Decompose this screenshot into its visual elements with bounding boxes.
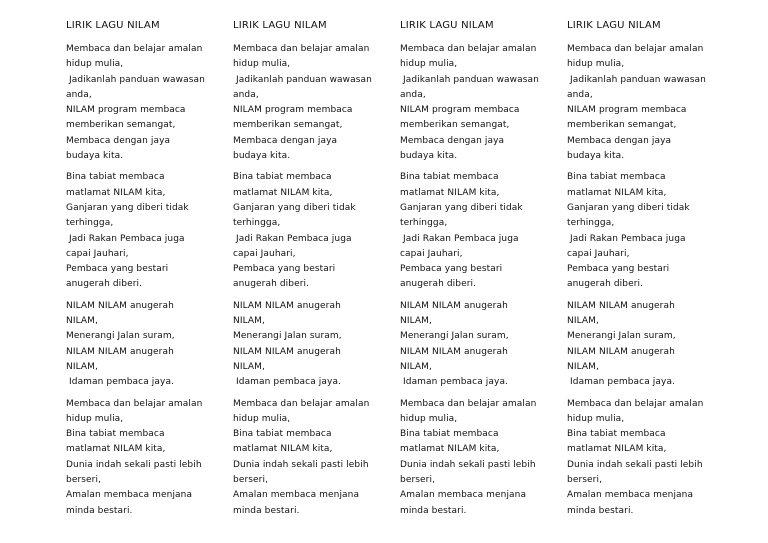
lyric-line: anda, (400, 89, 426, 100)
lyrics-title: LIRIK LAGU NILAM (233, 20, 327, 31)
stanza-3 (233, 299, 393, 391)
lyric-line: Membaca dan belajar amalan (233, 398, 370, 409)
lyric-line: matlamat NILAM kita, (400, 444, 500, 455)
stanza-2 (66, 170, 226, 292)
lyric-line: Dunia indah sekali pasti lebih (233, 459, 369, 470)
lyric-line: NILAM, (233, 316, 265, 327)
lyric-line: matlamat NILAM kita, (233, 444, 333, 455)
lyric-line: terhingga, (400, 218, 448, 229)
lyric-line: Jadi Rakan Pembaca juga (236, 233, 352, 244)
lyric-line: matlamat NILAM kita, (233, 187, 333, 198)
lyric-line: Pembaca yang bestari (400, 264, 503, 275)
lyric-line: Menerangi Jalan suram, (400, 331, 509, 342)
lyric-line: Idaman pembaca jaya. (570, 377, 676, 388)
lyric-line: Membaca dengan jaya (400, 135, 505, 146)
lyric-line: anugerah diberi. (66, 279, 143, 290)
lyric-line: capai Jauhari, (567, 248, 630, 259)
lyric-line: Menerangi Jalan suram, (567, 331, 676, 342)
lyric-line: Amalan membaca menjana (567, 490, 694, 501)
lyrics-column-2 (233, 18, 393, 525)
lyric-line: Jadikanlah panduan wawasan (236, 74, 372, 85)
lyric-line: NILAM program membaca (400, 105, 520, 116)
lyric-line: Idaman pembaca jaya. (236, 377, 342, 388)
lyric-line: matlamat NILAM kita, (400, 187, 500, 198)
lyric-line: NILAM program membaca (66, 105, 186, 116)
stanza-4 (567, 397, 727, 519)
stanza-3 (66, 299, 226, 391)
lyric-line: Jadi Rakan Pembaca juga (403, 233, 519, 244)
lyric-line: anda, (66, 89, 92, 100)
lyric-line: Bina tabiat membaca (400, 429, 499, 440)
lyric-line: Menerangi Jalan suram, (233, 331, 342, 342)
lyric-line: memberikan semangat, (400, 120, 510, 131)
lyric-line: minda bestari. (400, 505, 467, 516)
stanza-4 (66, 397, 226, 519)
lyric-line: memberikan semangat, (567, 120, 677, 131)
lyric-line: Membaca dan belajar amalan (233, 44, 370, 54)
lyric-line: Amalan membaca menjana (66, 490, 193, 501)
stanza-4 (400, 397, 560, 519)
stanza-1 (233, 42, 393, 164)
lyrics-title: LIRIK LAGU NILAM (567, 20, 661, 31)
lyric-line: NILAM NILAM anugerah (567, 346, 675, 357)
lyric-line: NILAM NILAM anugerah (66, 300, 174, 311)
lyric-line: Bina tabiat membaca (66, 429, 165, 440)
lyric-line: Ganjaran yang diberi tidak (567, 202, 690, 213)
lyric-line: anda, (567, 89, 593, 100)
lyric-line: Membaca dan belajar amalan (66, 398, 203, 409)
lyric-line: Pembaca yang bestari (66, 264, 169, 275)
lyric-line: Amalan membaca menjana (400, 490, 527, 501)
lyric-line: memberikan semangat, (66, 120, 176, 131)
stanza-3 (400, 299, 560, 391)
lyric-line: NILAM NILAM anugerah (66, 346, 174, 357)
lyric-line: berseri, (567, 475, 603, 486)
lyric-line: NILAM program membaca (233, 105, 353, 116)
lyric-line: capai Jauhari, (66, 248, 129, 259)
lyric-line: berseri, (66, 475, 102, 486)
lyric-line: NILAM, (567, 316, 599, 327)
lyric-line: matlamat NILAM kita, (66, 187, 166, 198)
lyric-line: Dunia indah sekali pasti lebih (567, 459, 703, 470)
lyric-line: Amalan membaca menjana (233, 490, 360, 501)
lyric-line: matlamat NILAM kita, (567, 444, 667, 455)
lyric-line: terhingga, (66, 218, 114, 229)
lyric-line: minda bestari. (66, 505, 133, 516)
lyric-line: hidup mulia, (233, 59, 291, 70)
lyrics-column-3 (400, 18, 560, 525)
lyric-line: Jadikanlah panduan wawasan (69, 74, 205, 85)
lyric-line: capai Jauhari, (233, 248, 296, 259)
lyric-line: budaya kita. (400, 151, 458, 162)
lyric-line: Jadi Rakan Pembaca juga (69, 233, 185, 244)
lyric-line: Bina tabiat membaca (567, 172, 666, 183)
lyric-line: Ganjaran yang diberi tidak (400, 202, 523, 213)
lyric-line: matlamat NILAM kita, (66, 444, 166, 455)
lyric-line: NILAM program membaca (567, 105, 687, 116)
lyric-line: Idaman pembaca jaya. (403, 377, 509, 388)
lyric-line: anugerah diberi. (400, 279, 477, 290)
lyric-line: Membaca dengan jaya (567, 135, 672, 146)
lyric-line: Membaca dengan jaya (66, 135, 171, 146)
lyric-line: Pembaca yang bestari (567, 264, 670, 275)
lyric-line: Bina tabiat membaca (567, 429, 666, 440)
lyric-line: Bina tabiat membaca (233, 172, 332, 183)
lyric-line: Membaca dengan jaya (233, 135, 338, 146)
lyric-line: NILAM, (567, 361, 599, 372)
lyric-line: Membaca dan belajar amalan (400, 44, 537, 54)
lyric-line: Jadi Rakan Pembaca juga (570, 233, 686, 244)
lyric-line: hidup mulia, (66, 59, 124, 70)
lyric-line: hidup mulia, (567, 413, 625, 424)
lyric-line: budaya kita. (66, 151, 124, 162)
lyric-line: hidup mulia, (567, 59, 625, 70)
lyric-line: hidup mulia, (66, 413, 124, 424)
lyric-line: Ganjaran yang diberi tidak (233, 202, 356, 213)
lyric-line: Pembaca yang bestari (233, 264, 336, 275)
lyric-line: hidup mulia, (400, 59, 458, 70)
lyric-line: terhingga, (233, 218, 281, 229)
lyric-line: Menerangi Jalan suram, (66, 331, 175, 342)
lyric-line: budaya kita. (567, 151, 625, 162)
lyric-line: NILAM NILAM anugerah (233, 300, 341, 311)
lyric-line: berseri, (233, 475, 269, 486)
lyric-line: minda bestari. (567, 505, 634, 516)
lyric-line: Membaca dan belajar amalan (567, 44, 704, 54)
lyrics-column-4 (567, 18, 727, 525)
stanza-2 (400, 170, 560, 292)
lyric-line: anugerah diberi. (233, 279, 310, 290)
lyric-line: anugerah diberi. (567, 279, 644, 290)
lyric-line: anda, (233, 89, 259, 100)
stanza-1 (66, 42, 226, 164)
lyric-line: Dunia indah sekali pasti lebih (400, 459, 536, 470)
lyric-line: Bina tabiat membaca (233, 429, 332, 440)
lyric-line: Jadikanlah panduan wawasan (570, 74, 706, 85)
lyric-line: NILAM, (400, 361, 432, 372)
stanza-3 (567, 299, 727, 391)
lyric-line: NILAM, (400, 316, 432, 327)
lyric-line: Bina tabiat membaca (66, 172, 165, 183)
lyric-line: minda bestari. (233, 505, 300, 516)
lyric-line: NILAM NILAM anugerah (400, 346, 508, 357)
lyric-line: Idaman pembaca jaya. (69, 377, 175, 388)
lyric-line: Membaca dan belajar amalan (567, 398, 704, 409)
lyrics-title: LIRIK LAGU NILAM (400, 20, 494, 31)
lyric-line: NILAM, (66, 361, 98, 372)
lyric-line: Bina tabiat membaca (400, 172, 499, 183)
lyric-line: budaya kita. (233, 151, 291, 162)
lyrics-column-1 (66, 18, 226, 525)
lyric-line: NILAM NILAM anugerah (233, 346, 341, 357)
lyric-line: memberikan semangat, (233, 120, 343, 131)
lyric-line: NILAM, (233, 361, 265, 372)
lyric-line: hidup mulia, (233, 413, 291, 424)
lyric-line: NILAM NILAM anugerah (400, 300, 508, 311)
lyric-line: Membaca dan belajar amalan (400, 398, 537, 409)
stanza-4 (233, 397, 393, 519)
lyric-line: matlamat NILAM kita, (567, 187, 667, 198)
stanza-1 (567, 42, 727, 164)
stanza-2 (567, 170, 727, 292)
lyric-line: Dunia indah sekali pasti lebih (66, 459, 202, 470)
lyric-line: berseri, (400, 475, 436, 486)
stanza-1 (400, 42, 560, 164)
lyric-line: Membaca dan belajar amalan (66, 44, 203, 54)
lyric-line: capai Jauhari, (400, 248, 463, 259)
stanza-2 (233, 170, 393, 292)
lyric-line: NILAM, (66, 316, 98, 327)
lyric-line: Jadikanlah panduan wawasan (403, 74, 539, 85)
lyric-line: NILAM NILAM anugerah (567, 300, 675, 311)
lyric-line: hidup mulia, (400, 413, 458, 424)
lyric-line: Ganjaran yang diberi tidak (66, 202, 189, 213)
lyric-line: terhingga, (567, 218, 615, 229)
lyrics-title: LIRIK LAGU NILAM (66, 20, 160, 31)
